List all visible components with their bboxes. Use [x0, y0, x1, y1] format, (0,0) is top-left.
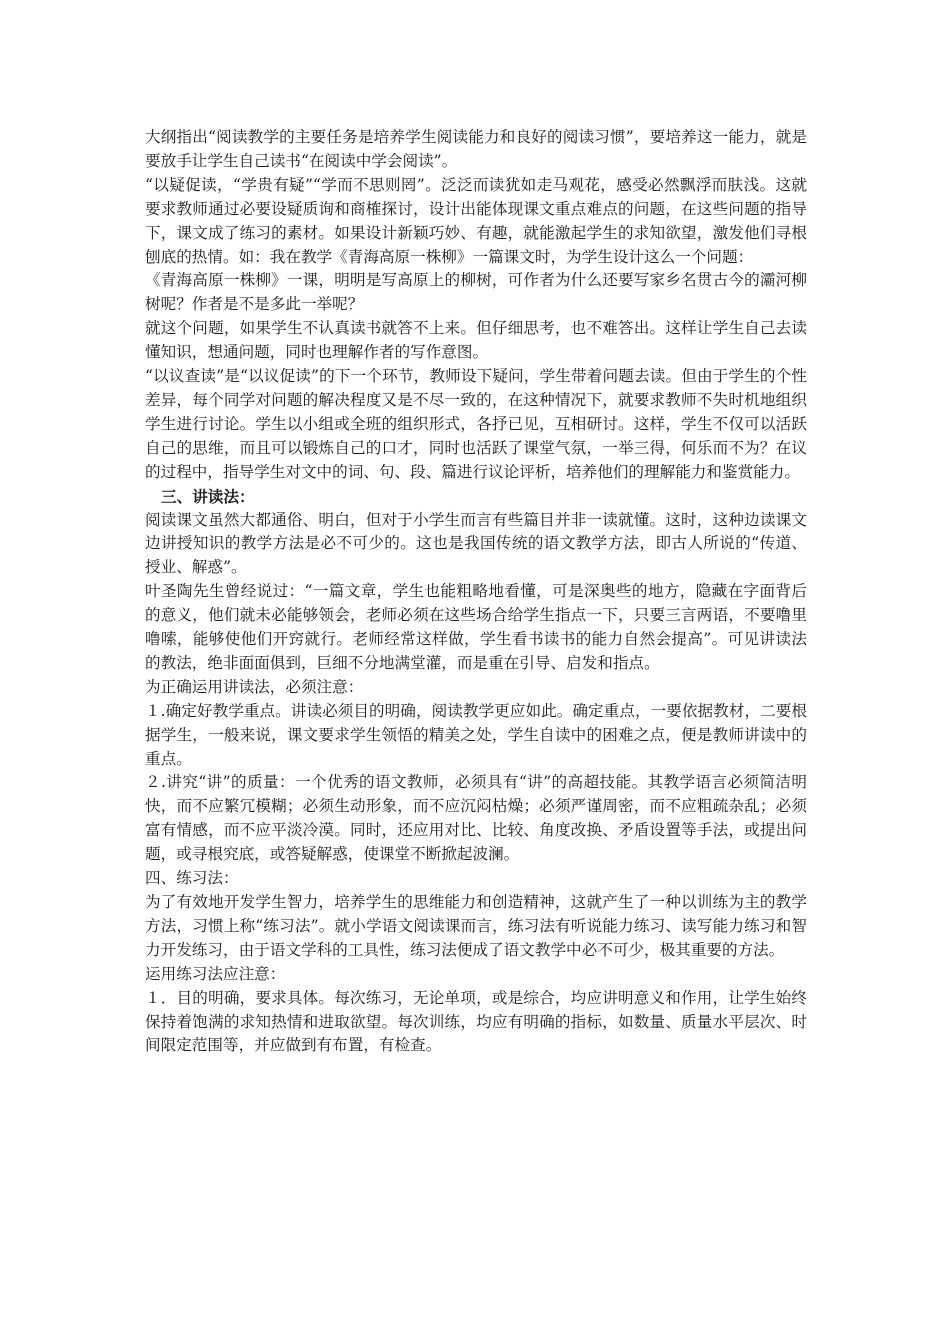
paragraph-lecture-notes-lead: 为正确运用讲读法，必须注意： [145, 677, 364, 696]
section-heading-practice: 四、练习法： [145, 869, 239, 888]
paragraph-question-reading: “以疑促读，“学贵有疑”“学而不思则罔”。泛泛而读犹如走马观花，感受必然飘浮而肤浅。这就要求教师通过必要设疑质询和商榷探讨，设计出能体现课文重点难点的问题，在这些问题的指导下，课文成了练习的素材。如果设计新颖巧妙、有趣，就能激起学生的求知欲望，激发他们寻根刨底的热情。如：我在教学《青海高原一株柳》一篇课文时，为学生设计这么一个问题： [145, 175, 807, 266]
paragraph-practice-notes-lead: 运用练习法应注意： [145, 964, 286, 983]
paragraph-reading-goal: 大纲指出“阅读教学的主要任务是培养学生阅读能力和良好的阅读习惯”，要培养这一能力，就是要放手让学生自己读书“在阅读中学会阅读”。 [145, 128, 807, 170]
paragraph-practice-intro: 为了有效地开发学生智力，培养学生的思维能力和创造精神，这就产生了一种以训练为主的教学方法，习惯上称“练习法”。就小学语文阅读课而言，练习法有听说能力练习、读写能力练习和智力开发练习，由于语文学科的工具性，练习法便成了语文教学中必不可少，极其重要的方法。 [145, 893, 807, 959]
paragraph-lecture-point-2: ２.讲究“讲”的质量：一个优秀的语文教师，必须具有“讲”的高超技能。其教学语言必须简洁明快，而不应繁冗模糊；必须生动形象，而不应沉闷枯燥；必须严谨周密，而不应粗疏杂乱；必须富有情感，而不应平淡冷漠。同时，还应用对比、比较、角度改换、矛盾设置等手法，或提出问题，或寻根究底，或答疑解惑，使课堂不断掀起波澜。 [145, 773, 807, 864]
paragraph-willow-question: 《青海高原一株柳》一课，明明是写高原上的柳树，可作者为什么还要写家乡名贯古今的灞河柳树呢？作者是不是多此一举呢？ [145, 271, 807, 314]
section-heading-lecture-reading: 三、讲读法： [161, 486, 255, 506]
paragraph-practice-point-1: １．目的明确，要求具体。每次练习，无论单项，或是综合，均应讲明意义和作用，让学生始终保持着饱满的求知热情和进取欲望。每次训练，均应有明确的指标，如数量、质量水平层次、时间限定范围等，并应做到有布置，有检查。 [145, 988, 807, 1055]
document-page [145, 126, 807, 1058]
paragraph-answer-note: 就这个问题，如果学生不认真读书就答不上来。但仔细思考，也不难答出。这样让学生自己去读懂知识，想通问题，同时也理解作者的写作意图。 [145, 319, 807, 362]
paragraph-discussion: “以议查读”是“以议促读”的下一个环节，教师设下疑问，学生带着问题去读。但由于学生的个性差异，每个同学对问题的解决程度又是不尽一致的，在这种情况下，就要求教师不失时机地组织学生进行讨论。学生以小组或全班的组织形式，各抒已见，互相研讨。这样，学生不仅可以活跃自己的思维，而且可以锻炼自己的口才，同时也活跃了课堂气氛，一举三得，何乐而不为？在议的过程中，指导学生对文中的词、句、段、篇进行议论评析，培养他们的理解能力和鉴赏能力。 [145, 367, 807, 481]
paragraph-lecture-intro: 阅读课文虽然大都通俗、明白，但对于小学生而言有些篇目并非一读就懂。这时，这种边读课文边讲授知识的教学方法是必不可少的。这也是我国传统的语文教学方法，即古人所说的“传道、授业、解惑”。 [145, 510, 807, 577]
paragraph-ye-shengtao-quote: 叶圣陶先生曾经说过：“一篇文章，学生也能粗略地看懂，可是深奥些的地方，隐藏在字面背后的意义，他们就未必能够领会，老师必须在这些场合给学生指点一下，只要三言两语，不要噜里噜嗦，能够使他们开窍就行。老师经常这样做，学生看书读书的能力自然会提高”。可见讲读法的教法，绝非面面俱到，巨细不分地满堂灌，而是重在引导、启发和指点。 [145, 582, 807, 672]
paragraph-lecture-point-1: １.确定好教学重点。讲读必须目的明确，阅读教学更应如此。确定重点，一要依据教材，二要根据学生，一般来说，课文要求学生领悟的精美之处，学生自读中的困难之点，便是教师讲读中的重点。 [145, 701, 807, 768]
